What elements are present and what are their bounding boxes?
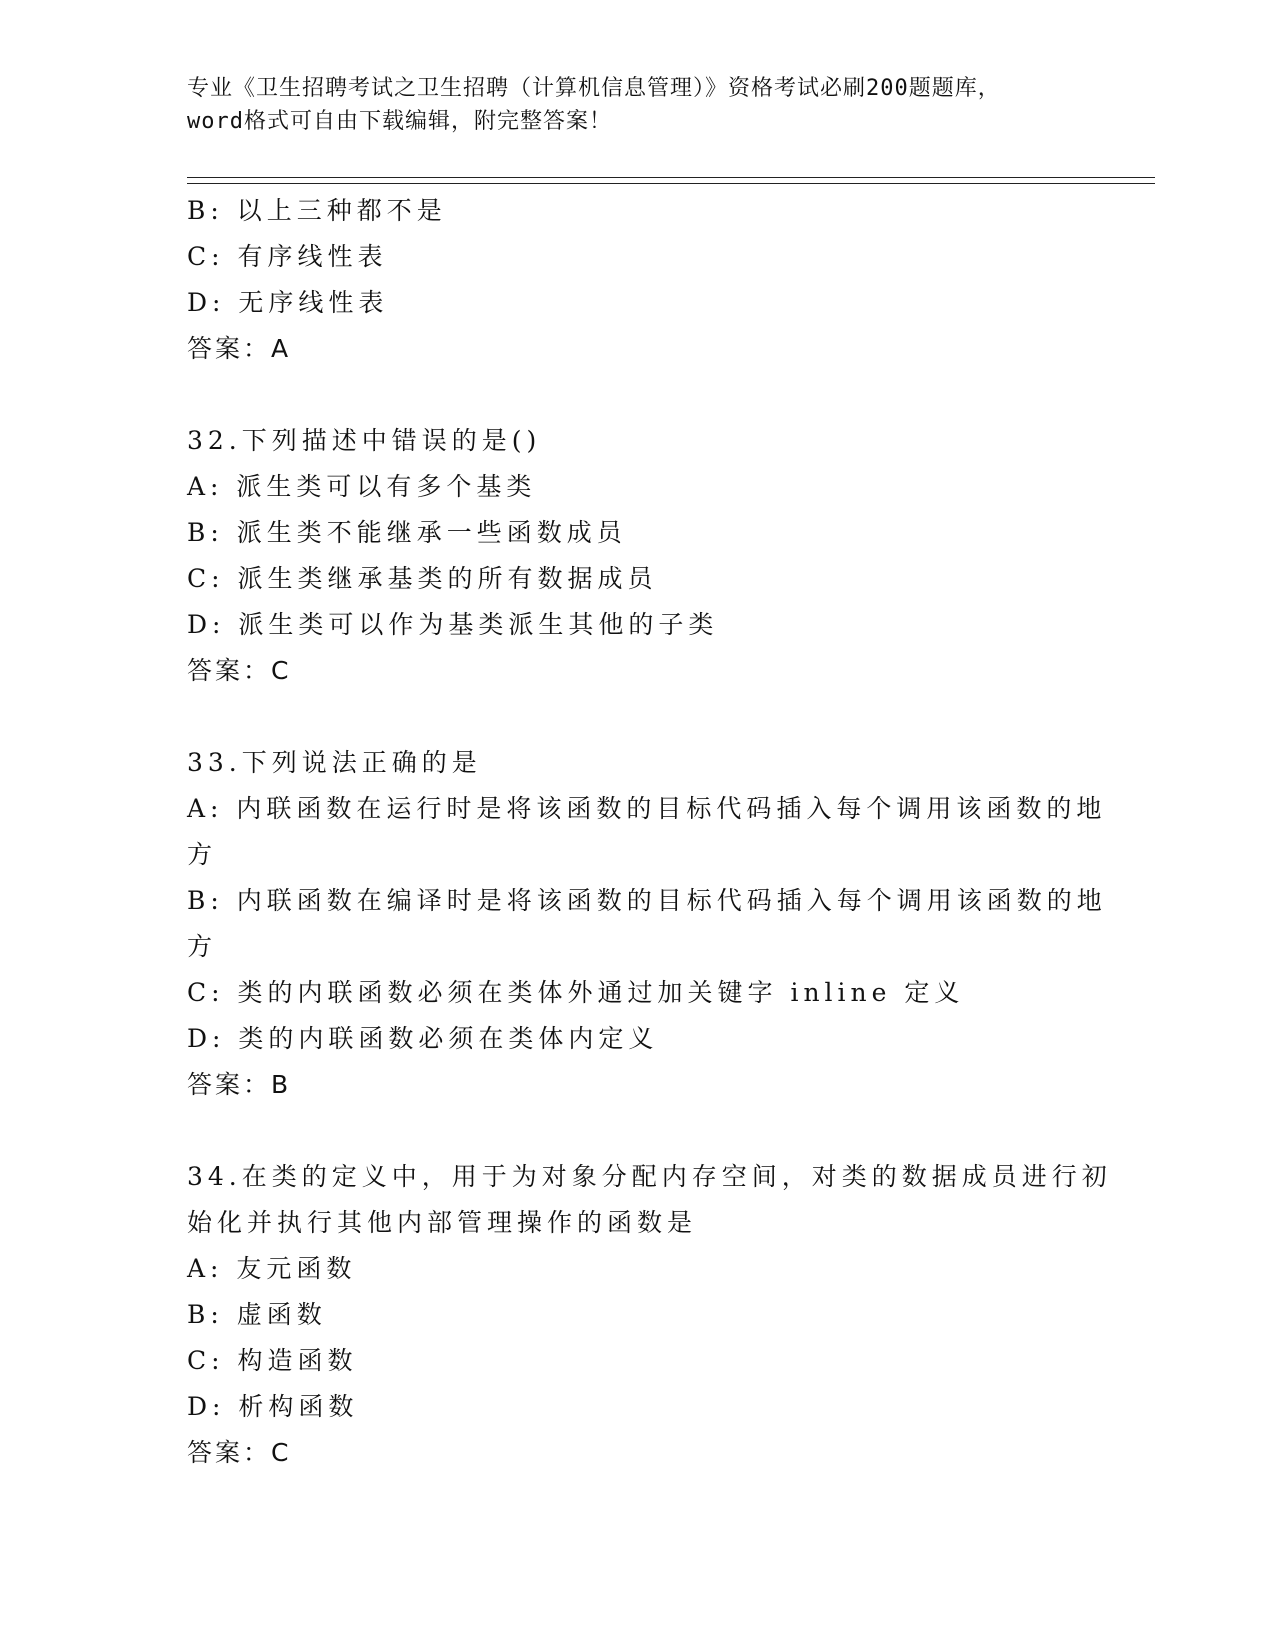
option-c: C: 类的内联函数必须在类体外通过加关键字 inline 定义	[187, 978, 965, 1007]
header-title-line-2: word格式可自由下载编辑，附完整答案！	[187, 109, 612, 134]
answer-label: 答案：C	[187, 656, 292, 685]
option-b: B: 虚函数	[187, 1300, 327, 1329]
option-b-line-2: 方	[187, 932, 218, 961]
option-c: C: 派生类继承基类的所有数据成员	[187, 564, 658, 593]
option-d: D: 派生类可以作为基类派生其他的子类	[187, 610, 719, 639]
answer-label: 答案：C	[187, 1438, 292, 1467]
header-divider-top	[187, 177, 1155, 178]
option-b: B: 派生类不能继承一些函数成员	[187, 518, 627, 547]
spacer	[187, 694, 1087, 740]
header-divider-bottom	[187, 183, 1155, 184]
question-text-line-2: 始化并执行其他内部管理操作的函数是	[187, 1208, 698, 1237]
option-a-line-1: A: 内联函数在运行时是将该函数的目标代码插入每个调用该函数的地	[187, 794, 1107, 823]
question-32	[187, 418, 1087, 694]
option-d: D: 析构函数	[187, 1392, 359, 1421]
option-d: D: 无序线性表	[187, 288, 389, 317]
question-33	[187, 740, 1107, 1108]
option-a-line-2: 方	[187, 840, 218, 869]
option-b-line-1: B: 内联函数在编译时是将该函数的目标代码插入每个调用该函数的地	[187, 886, 1107, 915]
option-c: C: 有序线性表	[187, 242, 388, 271]
spacer	[187, 1108, 1087, 1154]
question-text-line-1: 34.在类的定义中，用于为对象分配内存空间，对类的数据成员进行初	[187, 1162, 1112, 1191]
option-a: A: 友元函数	[187, 1254, 357, 1283]
option-a: A: 派生类可以有多个基类	[187, 472, 537, 501]
question-list	[187, 188, 1112, 1476]
answer-label: 答案：B	[187, 1070, 292, 1099]
option-d: D: 类的内联函数必须在类体内定义	[187, 1024, 659, 1053]
option-c: C: 构造函数	[187, 1346, 358, 1375]
answer-label: 答案：A	[187, 334, 292, 363]
question-text: 32.下列描述中错误的是()	[187, 426, 542, 455]
header-title-line-1: 专业《卫生招聘考试之卫生招聘（计算机信息管理）》资格考试必刷200题题库，	[187, 76, 1001, 101]
document-header	[187, 72, 1087, 138]
question-34	[187, 1154, 1112, 1476]
question-31-partial	[187, 188, 1087, 372]
question-text: 33.下列说法正确的是	[187, 748, 482, 777]
option-b: B: 以上三种都不是	[187, 196, 447, 225]
spacer	[187, 372, 1087, 418]
